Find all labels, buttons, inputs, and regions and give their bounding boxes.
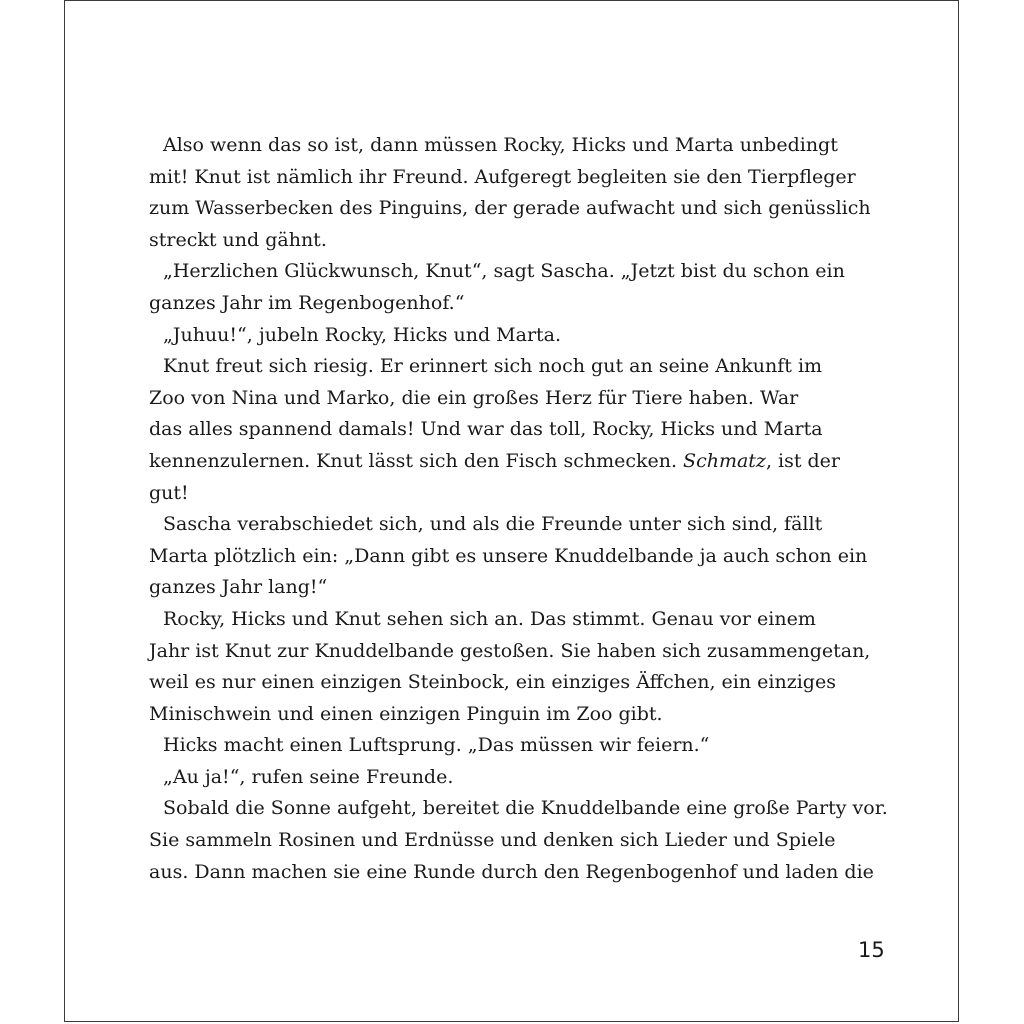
text-line: streckt und gähnt. <box>149 228 327 251</box>
text-line: Jahr ist Knut zur Knuddelbande gestoßen. Sie haben sich zusammengetan, <box>149 639 871 662</box>
text-line: Sie sammeln Rosinen und Erdnüsse und denken sich Lieder und Spiele <box>149 829 836 852</box>
text-line: „Juhuu!“, jubeln Rocky, Hicks und Marta. <box>163 323 562 346</box>
text-line: Knut freut sich riesig. Er erinnert sich noch gut an seine Ankunft im <box>163 355 823 378</box>
text-line: „Au ja!“, rufen seine Freunde. <box>163 765 454 788</box>
text-line: Sascha verabschiedet sich, und als die Freunde unter sich sind, fällt <box>163 513 823 536</box>
text-line: Zoo von Nina und Marko, die ein großes Herz für Tiere haben. War <box>149 386 799 409</box>
text-segment: , ist der <box>765 449 841 472</box>
text-segment: kennenzulernen. Knut lässt sich den Fisch schmecken. <box>149 449 684 472</box>
text-line: „Herzlichen Glückwunsch, Knut“, sagt Sascha. „Jetzt bist du schon ein <box>163 260 845 283</box>
text-line: ganzes Jahr lang!“ <box>149 576 328 599</box>
text-line: Rocky, Hicks und Knut sehen sich an. Das stimmt. Genau vor einem <box>163 607 816 630</box>
text-line <box>149 446 839 478</box>
text-line: mit! Knut ist nämlich ihr Freund. Aufgeregt begleiten sie den Tierpfleger <box>149 165 856 188</box>
emphasized-text: Schmatz <box>683 449 766 472</box>
text-line: Marta plötzlich ein: „Dann gibt es unsere Knuddelbande ja auch schon ein <box>149 544 868 567</box>
text-line: Sobald die Sonne aufgeht, bereitet die Knuddelbande eine große Party vor. <box>163 797 888 820</box>
text-line: Hicks macht einen Luftsprung. „Das müssen wir feiern.“ <box>163 734 710 757</box>
text-line: gut! <box>149 481 189 504</box>
page-number: 15 <box>858 938 885 962</box>
page-body-text <box>149 130 888 888</box>
text-line: weil es nur einen einzigen Steinbock, ein einziges Äffchen, ein einziges <box>149 671 836 694</box>
text-line: ganzes Jahr im Regenbogenhof.“ <box>149 291 465 314</box>
text-line: Also wenn das so ist, dann müssen Rocky, Hicks und Marta unbedingt <box>163 134 838 156</box>
text-line: Minischwein und einen einzigen Pinguin im Zoo gibt. <box>149 702 663 725</box>
text-line: das alles spannend damals! Und war das toll, Rocky, Hicks und Marta <box>149 418 823 441</box>
text-line: zum Wasserbecken des Pinguins, der gerade aufwacht und sich genüsslich <box>149 197 871 220</box>
text-line: aus. Dann machen sie eine Runde durch den Regenbogenhof und laden die <box>149 860 874 883</box>
